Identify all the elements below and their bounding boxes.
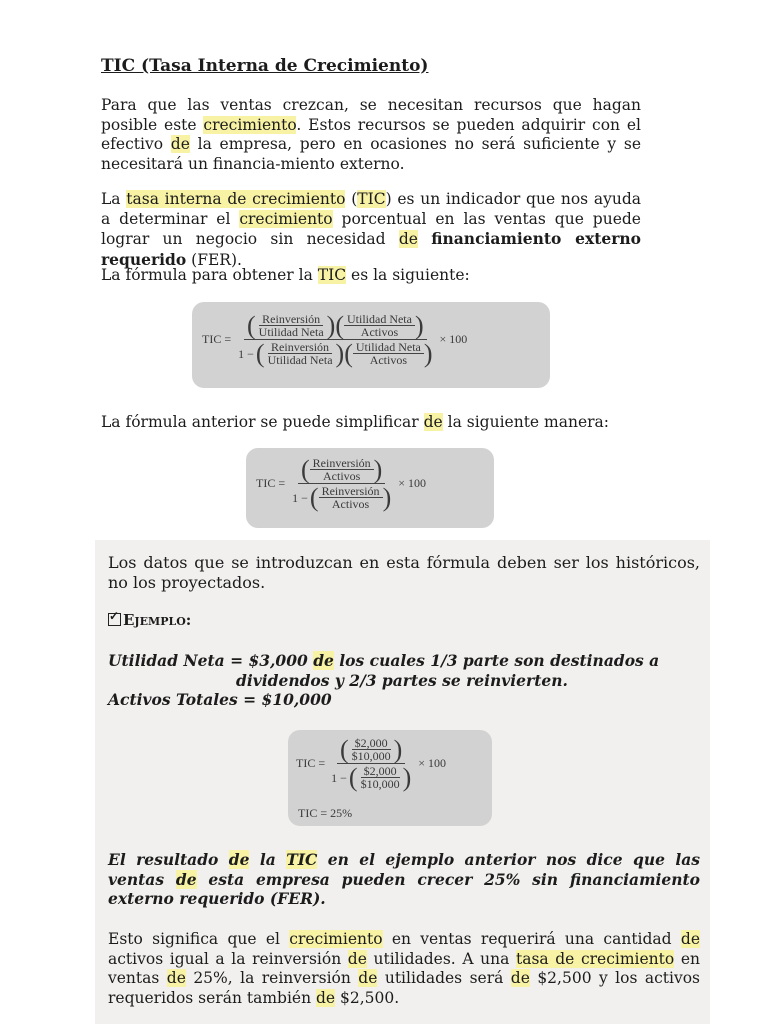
paragraph-simplify: La fórmula anterior se puede simplificar de la siguiente manera:: [101, 413, 609, 431]
formula-result: TIC = 25%: [298, 806, 353, 820]
paragraph-meaning: Esto significa que el crecimiento en ventas requerirá una cantidad de activos igual a la reinversión de utilidades. A una tasa de crecimiento en ventas de 25%, la reinversión de utilidades será de $2,500 y los activos requeridos serán también de $2,500.: [108, 930, 701, 1007]
example-data: Utilidad Neta = $3,000 de los cuales 1/3 parte son destinados a dividendos y 2/3 partes se reinvierten. Activos Totales = $10,000: [108, 651, 660, 709]
formula-example: TIC = ( $\frac{\$2,000}{\$10,000}$ ) 1 − ( $\frac{\$2,000}{\$10,000}$ ) × 100 TIC = 25%: [288, 730, 492, 826]
page-title: TIC (Tasa Interna de Crecimiento): [101, 56, 429, 76]
paragraph-result: El resultado de la TIC en el ejemplo anterior nos dice que las ventas de esta empresa pueden crecer 25% sin financiamiento externo requerido (FER).: [108, 850, 700, 908]
paragraph-historical-data: Los datos que se introduzcan en esta fórmula deben ser los históricos, no los proyectados.: [108, 553, 700, 592]
formula-tic-full: TIC = ( $\frac{\text{Reinversión}}{\text{Utilidad Neta}}$ )( $\frac{\text{Utilidad Neta}}{\text{Activos}}$ ) 1 − ( $\frac{\text{Reinversión}}{\text{Utilidad Neta}}$ )( $\frac{\text{Utilidad Neta}}{\text{Activos}}$ ) × 100: [192, 302, 550, 388]
checkbox-icon: [108, 613, 121, 626]
paragraph-intro: Para que las ventas crezcan, se necesitan recursos que hagan posible este crecimiento. Estos recursos se pueden adquirir con el efectivo de la empresa, pero en ocasiones no será suficiente y se necesitará un financia-miento externo.: [101, 96, 641, 173]
paragraph-formula-intro: La fórmula para obtener la TIC es la siguiente:: [101, 266, 470, 284]
formula-tic-simplified: TIC = ( $\frac{\text{Reinversión}}{\text{Activos}}$ ) 1 − ( $\frac{\text{Reinversión}}{\text{Activos}}$ ) × 100: [246, 448, 494, 528]
paragraph-definition: La tasa interna de crecimiento (TIC) es un indicador que nos ayuda a determinar el crecimiento porcentual en las ventas que puede lograr un negocio sin necesidad de financiamiento externo requerido (FER).: [101, 190, 641, 269]
example-heading: ✓Ejemplo:: [108, 611, 191, 629]
